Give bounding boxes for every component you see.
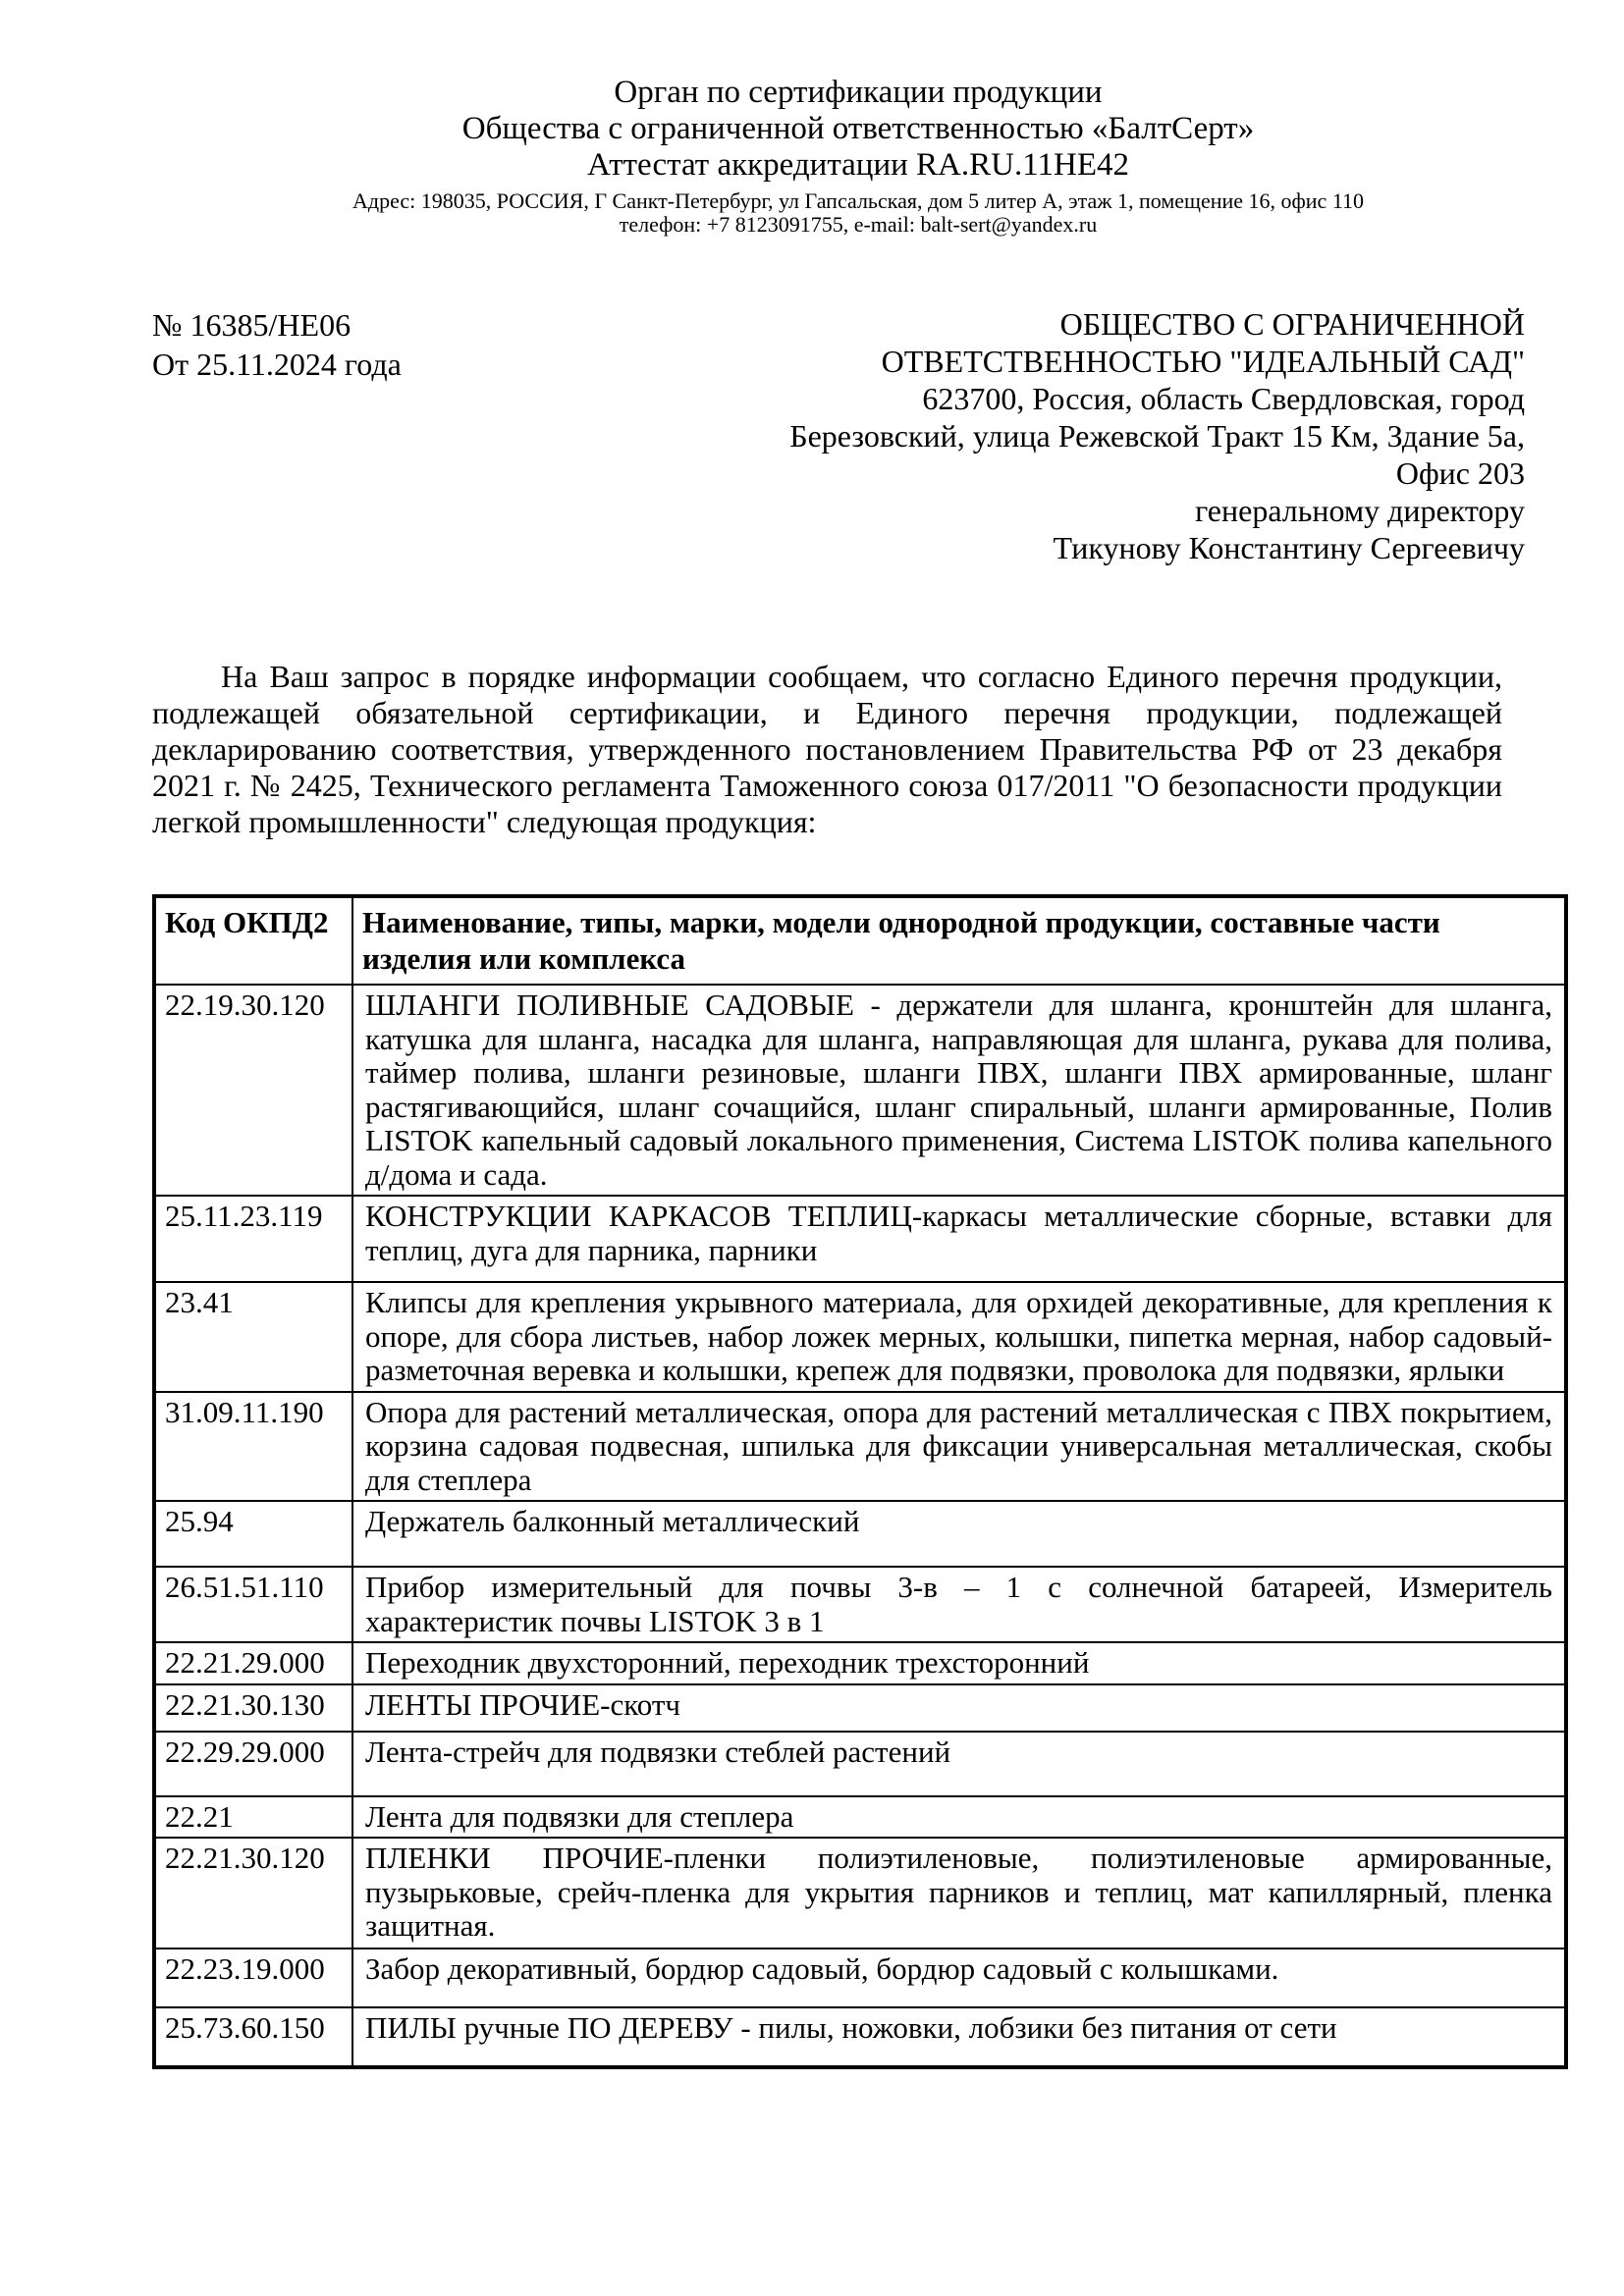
letterhead xyxy=(152,75,1564,237)
table-row xyxy=(154,1567,1566,1642)
document-date: От 25.11.2024 года xyxy=(152,347,402,382)
table-row xyxy=(154,1732,1566,1796)
product-description-cell: ЛЕНТЫ ПРОЧИЕ-скотч xyxy=(352,1684,1566,1732)
product-description-cell: Опора для растений металлическая, опора для растений металлическая с ПВХ покрытием, корзина садовая подвесная, шпилька для фиксации универсальная металлическая, скобы для степлера xyxy=(352,1392,1566,1502)
product-description-cell: ПИЛЫ ручные ПО ДЕРЕВУ - пилы, ножовки, лобзики без питания от сети xyxy=(352,2007,1566,2067)
column-header-name: Наименование, типы, марки, модели однородной продукции, составные части изделия или комплекса xyxy=(352,896,1566,985)
recipient-line: Тикунову Константину Сергеевичу xyxy=(1053,530,1525,565)
recipient-line: Березовский, улица Режевской Тракт 15 Км, Здание 5а, xyxy=(789,418,1525,454)
recipient-line: генеральному директору xyxy=(1195,493,1525,528)
product-description-cell: ШЛАНГИ ПОЛИВНЫЕ САДОВЫЕ - держатели для шланга, кронштейн для шланга, катушка для шланга, насадка для шланга, направляющая для шланга, рукава для полива, таймер полива, шланги резиновые, шланги ПВХ, шланги ПВХ армированные, шланг растягивающийся, шланг сочащийся, шланг спиральный, шланги армированные, Полив LISTOK капельный садовый локального применения, Система LISTOK полива капельного д/дома и сада. xyxy=(352,985,1566,1196)
okpd2-code-cell: 22.21 xyxy=(154,1796,352,1839)
recipient-block xyxy=(402,305,1525,566)
okpd2-code-cell: 22.21.30.130 xyxy=(154,1684,352,1732)
table-header-row xyxy=(154,896,1566,985)
product-description-cell: ПЛЕНКИ ПРОЧИЕ-пленки полиэтиленовые, полиэтиленовые армированные, пузырьковые, срейч-пленка для укрытия парников и теплиц, мат капиллярный, пленка защитная. xyxy=(352,1838,1566,1949)
okpd2-code-cell: 22.21.29.000 xyxy=(154,1642,352,1684)
product-description-cell: Забор декоративный, бордюр садовый, бордюр садовый с колышками. xyxy=(352,1949,1566,2007)
product-table-header xyxy=(154,896,1566,985)
org-address-block xyxy=(152,189,1564,237)
table-row xyxy=(154,1642,1566,1684)
recipient-line: ОБЩЕСТВО С ОГРАНИЧЕННОЙ xyxy=(1059,306,1525,342)
product-description-cell: Клипсы для крепления укрывного материала, для орхидей декоративные, для крепления к опоре, для сбора листьев, набор ложек мерных, колышки, пипетка мерная, набор садовый-разметочная веревка и колышки, крепеж для подвязки, проволока для подвязки, ярлыки xyxy=(352,1282,1566,1392)
okpd2-code-cell: 22.29.29.000 xyxy=(154,1732,352,1796)
product-table xyxy=(152,894,1568,2069)
org-contacts: телефон: +7 8123091755, e-mail: balt-sert@yandex.ru xyxy=(619,212,1098,237)
product-table-body xyxy=(154,985,1566,2067)
reference-recipient-row xyxy=(152,305,1525,566)
recipient-line: 623700, Россия, область Свердловская, город xyxy=(922,381,1525,416)
okpd2-code-cell: 23.41 xyxy=(154,1282,352,1392)
product-description-cell: Переходник двухсторонний, переходник трехсторонний xyxy=(352,1642,1566,1684)
document-number: № 16385/НЕ06 xyxy=(152,307,352,343)
table-row xyxy=(154,1501,1566,1567)
column-header-code: Код ОКПД2 xyxy=(154,896,352,985)
okpd2-code-cell: 25.11.23.119 xyxy=(154,1196,352,1282)
okpd2-code-cell: 26.51.51.110 xyxy=(154,1567,352,1642)
table-row xyxy=(154,1796,1566,1839)
product-description-cell: Прибор измерительный для почвы 3-в – 1 с солнечной батареей, Измеритель характеристик почвы LISTOK 3 в 1 xyxy=(352,1567,1566,1642)
product-description-cell: Лента для подвязки для степлера xyxy=(352,1796,1566,1839)
table-row xyxy=(154,1838,1566,1949)
product-description-cell: Лента-стрейч для подвязки стеблей растений xyxy=(352,1732,1566,1796)
okpd2-code-cell: 22.21.30.120 xyxy=(154,1838,352,1949)
table-row xyxy=(154,1684,1566,1732)
table-row xyxy=(154,1392,1566,1502)
table-row xyxy=(154,1196,1566,1282)
product-description-cell: Держатель балконный металлический xyxy=(352,1501,1566,1567)
recipient-line: ОТВЕТСТВЕННОСТЬЮ "ИДЕАЛЬНЫЙ САД" xyxy=(881,344,1525,379)
product-description-cell: КОНСТРУКЦИИ КАРКАСОВ ТЕПЛИЦ-каркасы металлические сборные, вставки для теплиц, дуга для парника, парники xyxy=(352,1196,1566,1282)
accreditation-line: Аттестат аккредитации RA.RU.11HE42 xyxy=(587,147,1129,183)
okpd2-code-cell: 25.73.60.150 xyxy=(154,2007,352,2067)
org-title-line1: Орган по сертификации продукции xyxy=(614,75,1103,110)
reference-block xyxy=(152,305,402,384)
body-paragraph: На Ваш запрос в порядке информации сообщаем, что согласно Единого перечня продукции, подлежащей обязательной сертификации, и Единого перечня продукции, подлежащей декларированию соответствия, утвержденного постановлением Правительства РФ от 23 декабря 2021 г. № 2425, Технического регламента Таможенного союза 017/2011 "О безопасности продукции легкой промышленности" следующая продукция: xyxy=(152,659,1502,839)
okpd2-code-cell: 25.94 xyxy=(154,1501,352,1567)
okpd2-code-cell: 31.09.11.190 xyxy=(154,1392,352,1502)
table-row xyxy=(154,1949,1566,2007)
table-row xyxy=(154,1282,1566,1392)
org-title-line2: Общества с ограниченной ответственностью «БалтСерт» xyxy=(461,111,1255,146)
table-row xyxy=(154,2007,1566,2067)
table-row xyxy=(154,985,1566,1196)
okpd2-code-cell: 22.23.19.000 xyxy=(154,1949,352,2007)
okpd2-code-cell: 22.19.30.120 xyxy=(154,985,352,1196)
org-address: Адрес: 198035, РОССИЯ, Г Санкт-Петербург, ул Гапсальская, дом 5 литер А, этаж 1, помещение 16, офис 110 xyxy=(352,188,1364,213)
recipient-line: Офис 203 xyxy=(1395,455,1525,491)
